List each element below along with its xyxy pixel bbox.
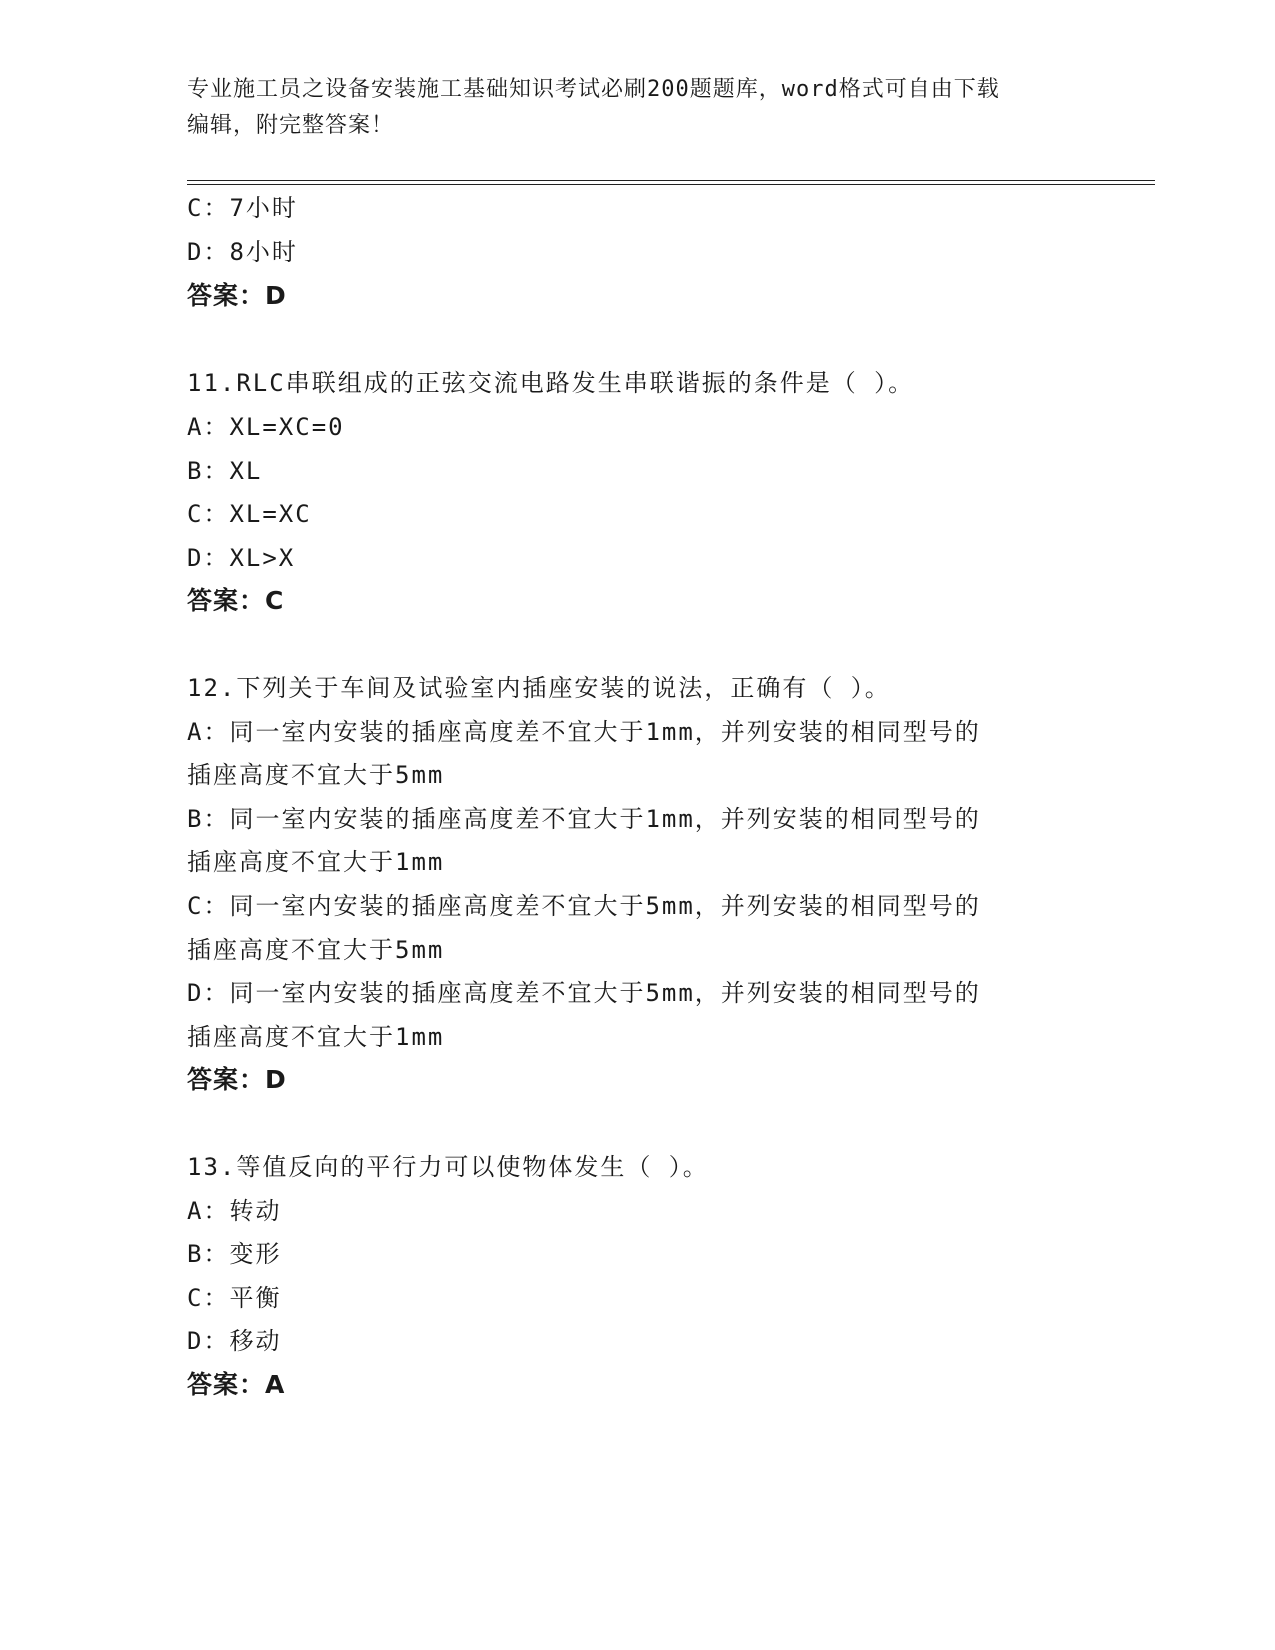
q10-answer: 答案：D [187,281,287,310]
q10-option-d: D：8小时 [187,238,298,266]
q13-option-c: C：平衡 [187,1284,282,1312]
q11-option-c: C：XL=XC [187,500,312,528]
page-header [187,72,1087,144]
header-rule-bottom [187,184,1155,185]
q13-option-d: D：移动 [187,1327,282,1355]
q10-option-c: C：7小时 [187,194,298,222]
q13-answer: 答案：A [187,1370,286,1399]
q12-option-a-line-1: A：同一室内安装的插座高度差不宜大于1mm，并列安装的相同型号的 [187,718,981,746]
q12-answer: 答案：D [187,1065,287,1094]
q11-answer: 答案：C [187,586,285,615]
header-text-line-2: 编辑，附完整答案！ [187,113,395,138]
q12-option-b-line-2: 插座高度不宜大于1mm [187,848,445,876]
header-rule-top [187,180,1155,181]
q11-question: 11.RLC串联组成的正弦交流电路发生串联谐振的条件是（ ）。 [187,369,915,397]
q13-option-b: B：变形 [187,1240,282,1268]
q12-option-d-line-1: D：同一室内安装的插座高度差不宜大于5mm，并列安装的相同型号的 [187,979,981,1007]
q13-question: 13.等值反向的平行力可以使物体发生（ ）。 [187,1153,709,1181]
q12-question: 12.下列关于车间及试验室内插座安装的说法，正确有（ ）。 [187,674,891,702]
q12-option-b-line-1: B：同一室内安装的插座高度差不宜大于1mm，并列安装的相同型号的 [187,805,981,833]
q11-option-b: B：XL [187,457,263,485]
q12-option-c-line-1: C：同一室内安装的插座高度差不宜大于5mm，并列安装的相同型号的 [187,892,981,920]
q12-option-c-line-2: 插座高度不宜大于5mm [187,936,445,964]
header-text-line-1: 专业施工员之设备安装施工基础知识考试必刷200题题库，word格式可自由下载 [187,77,1000,102]
q12-option-d-line-2: 插座高度不宜大于1mm [187,1023,445,1051]
q12-option-a-line-2: 插座高度不宜大于5mm [187,761,445,789]
q11-option-a: A：XL=XC=0 [187,413,345,441]
q11-option-d: D：XL>X [187,544,296,572]
q13-option-a: A：转动 [187,1197,282,1225]
